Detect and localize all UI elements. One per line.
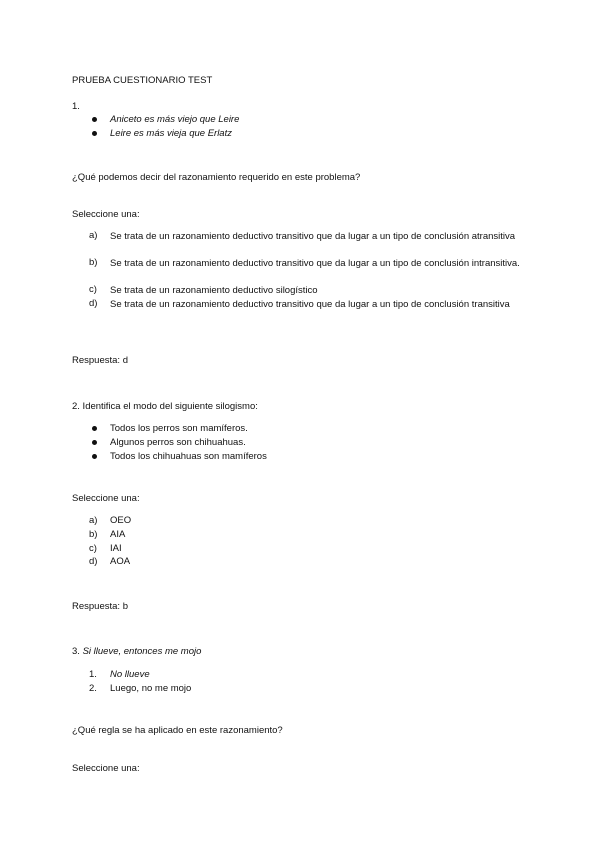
q2-select-label: Seleccione una: — [72, 493, 140, 504]
q1-option-c-mark: c) — [89, 284, 97, 295]
q1-option-b[interactable]: Se trata de un razonamiento deductivo transitivo que da lugar a un tipo de conclusión intransitiva. — [110, 258, 520, 269]
q2-premise-1: Todos los perros son mamíferos. — [110, 423, 248, 434]
q3-select-label: Seleccione una: — [72, 763, 140, 774]
q1-option-d[interactable]: Se trata de un razonamiento deductivo transitivo que da lugar a un tipo de conclusión transitiva — [110, 299, 510, 310]
q3-premise-1-mark: 1. — [89, 669, 97, 680]
q1-premise-2: Leire es más vieja que Erlatz — [110, 128, 232, 139]
bullet-icon — [92, 426, 97, 431]
q1-option-c[interactable]: Se trata de un razonamiento deductivo silogístico — [110, 285, 318, 296]
bullet-icon — [92, 440, 97, 445]
q1-option-b-mark: b) — [89, 257, 98, 268]
q2-option-d-mark: d) — [89, 556, 98, 567]
q1-question: ¿Qué podemos decir del razonamiento requerido en este problema? — [72, 172, 361, 183]
q3-question: ¿Qué regla se ha aplicado en este razonamiento? — [72, 725, 283, 736]
q3-premise-2: Luego, no me mojo — [110, 683, 192, 694]
q2-option-c[interactable]: IAI — [110, 543, 122, 554]
q2-option-b-mark: b) — [89, 529, 98, 540]
q1-number: 1. — [72, 101, 80, 112]
q2-option-a[interactable]: OEO — [110, 515, 132, 526]
bullet-icon — [92, 454, 97, 459]
q1-option-d-mark: d) — [89, 298, 98, 309]
q2-premise-2: Algunos perros son chihuahuas. — [110, 437, 246, 448]
q3-statement: Si llueve, entonces me mojo — [82, 646, 202, 657]
q2-answer: Respuesta: b — [72, 601, 128, 612]
q1-select-label: Seleccione una: — [72, 209, 140, 220]
q1-premise-1: Aniceto es más viejo que Leire — [110, 114, 240, 125]
q2-option-b[interactable]: AIA — [110, 529, 126, 540]
q2-option-d[interactable]: AOA — [110, 556, 131, 567]
bullet-icon — [92, 117, 97, 122]
q1-answer: Respuesta: d — [72, 355, 128, 366]
q2-premise-3: Todos los chihuahuas son mamíferos — [110, 451, 267, 462]
q2-option-c-mark: c) — [89, 543, 97, 554]
q3-premise-2-mark: 2. — [89, 683, 97, 694]
document-title: PRUEBA CUESTIONARIO TEST — [72, 75, 213, 86]
q2-option-a-mark: a) — [89, 515, 98, 526]
q3-heading — [72, 646, 201, 657]
bullet-icon — [92, 131, 97, 136]
q3-premise-1: No llueve — [110, 669, 150, 680]
q1-option-a[interactable]: Se trata de un razonamiento deductivo transitivo que da lugar a un tipo de conclusión atransitiva — [110, 231, 516, 242]
q2-question: 2. Identifica el modo del siguiente silogismo: — [72, 401, 258, 412]
q1-option-a-mark: a) — [89, 230, 98, 241]
q3-number: 3. — [72, 646, 80, 657]
